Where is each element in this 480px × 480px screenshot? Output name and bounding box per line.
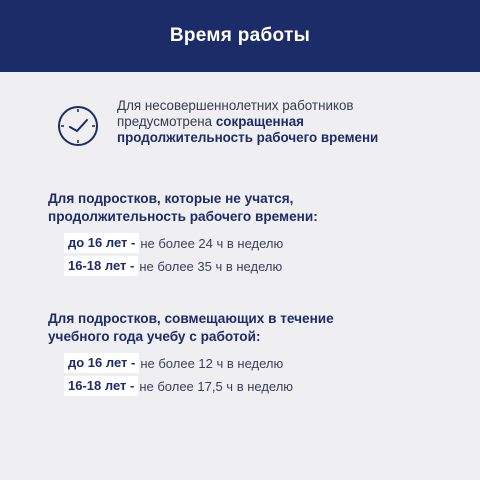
intro-line-2-bold: сокращенная — [215, 114, 304, 129]
section-title-line: продолжительность рабочего времени: — [48, 209, 318, 224]
intro-line-1: Для несовершеннолетних работников — [117, 98, 354, 113]
hours-text: не более 12 ч в неделю — [140, 355, 284, 371]
intro-line-3 — [117, 130, 378, 146]
section-title-students — [48, 310, 448, 346]
hours-text: не более 24 ч в неделю — [140, 235, 284, 251]
hours-text: не более 17,5 ч в неделю — [139, 378, 294, 394]
age-tag: до 16 лет - — [64, 233, 139, 253]
list-item — [64, 376, 293, 396]
intro-text — [117, 98, 378, 146]
age-tag: до 16 лет - — [64, 353, 139, 373]
age-tag: 16-18 лет - — [64, 256, 138, 276]
section-title-non-students — [48, 190, 448, 226]
list-item — [64, 256, 282, 276]
intro-line-2-normal: предусмотрена — [117, 114, 216, 129]
section-title-line: Для подростков, которые не учатся, — [48, 191, 294, 206]
clock-icon — [56, 104, 100, 148]
list-item — [64, 233, 283, 253]
intro-block — [56, 98, 456, 148]
header-bar — [0, 0, 480, 72]
hours-text: не более 35 ч в неделю — [139, 258, 283, 274]
age-tag: 16-18 лет - — [64, 376, 138, 396]
intro-line-2 — [117, 114, 378, 130]
list-item — [64, 353, 283, 373]
section-title-line: Для подростков, совмещающих в течение — [48, 311, 334, 326]
page-title: Время работы — [169, 25, 311, 46]
section-title-line: учебного года учебу с работой: — [48, 329, 261, 344]
intro-line-3-bold: продолжительность рабочего времени — [117, 130, 379, 145]
